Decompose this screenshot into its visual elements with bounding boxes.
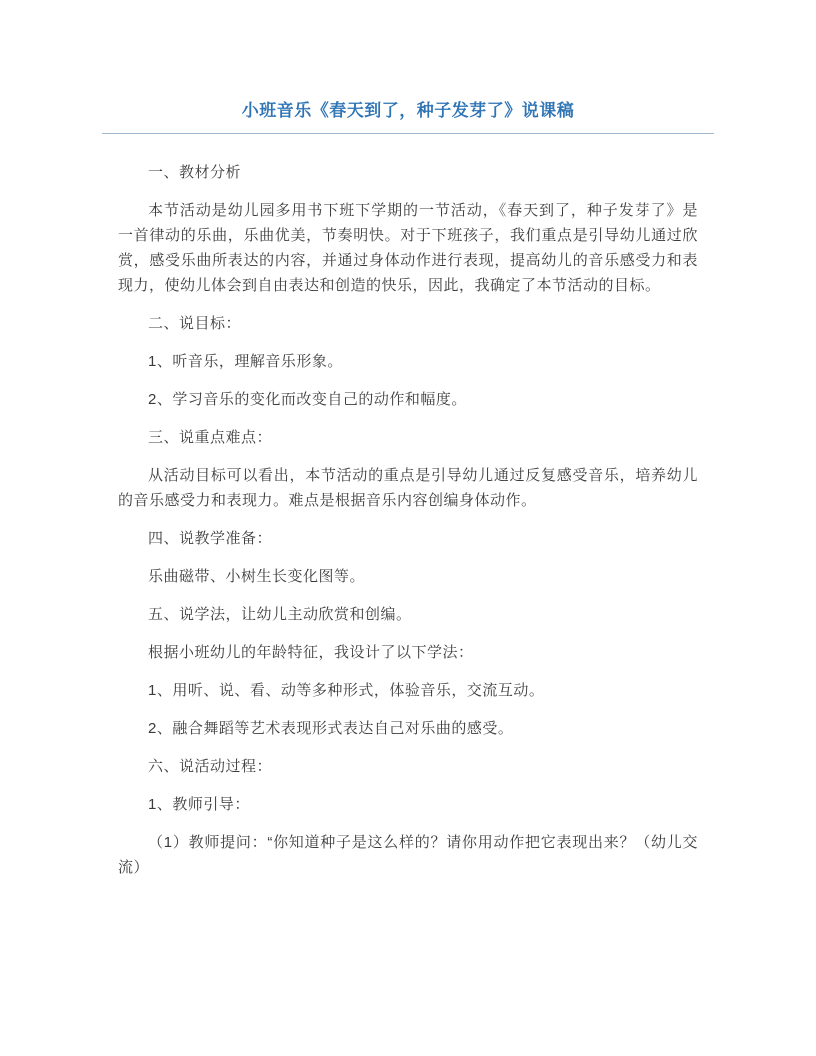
section-heading-6: 六、说活动过程： [148, 758, 273, 775]
list-item: 1、用听、说、看、动等多种形式，体验音乐，交流互动。 [148, 682, 545, 699]
section-heading-3: 三、说重点难点： [148, 429, 273, 446]
section-heading-2: 二、说目标： [148, 315, 242, 332]
list-item: 1、听音乐，理解音乐形象。 [148, 353, 343, 370]
paragraph: 本节活动是幼儿园多用书下班下学期的一节活动，《春天到了，种子发芽了》是一首律动的乐曲，乐曲优美，节奏明快。对于下班孩子，我们重点是引导幼儿通过欣赏，感受乐曲所表达的内容，并通过身体动作进行表现，提高幼儿的音乐感受力和表现力，使幼儿体会到自由表达和创造的快乐，因此，我确定了本节活动的目标。 [118, 202, 698, 294]
paragraph: （1）教师提问：“你知道种子是这么样的？请你用动作把它表现出来？（幼儿交流） [118, 834, 698, 876]
page-title: 小班音乐《春天到了，种子发芽了》说课稿 [241, 101, 575, 120]
paragraph: 乐曲磁带、小树生长变化图等。 [148, 568, 366, 585]
section-heading-1: 一、教材分析 [148, 164, 242, 181]
document-body [118, 160, 698, 880]
list-item: 1、教师引导： [148, 796, 250, 813]
list-item: 2、融合舞蹈等艺术表现形式表达自己对乐曲的感受。 [148, 720, 514, 737]
title-divider [102, 133, 714, 134]
section-heading-5: 五、说学法，让幼儿主动欣赏和创编。 [148, 606, 412, 623]
list-item: 2、学习音乐的变化而改变自己的动作和幅度。 [148, 391, 467, 408]
section-heading-4: 四、说教学准备： [148, 530, 273, 547]
paragraph: 从活动目标可以看出，本节活动的重点是引导幼儿通过反复感受音乐，培养幼儿的音乐感受力和表现力。难点是根据音乐内容创编身体动作。 [118, 467, 698, 509]
paragraph: 根据小班幼儿的年龄特征，我设计了以下学法： [148, 644, 474, 661]
